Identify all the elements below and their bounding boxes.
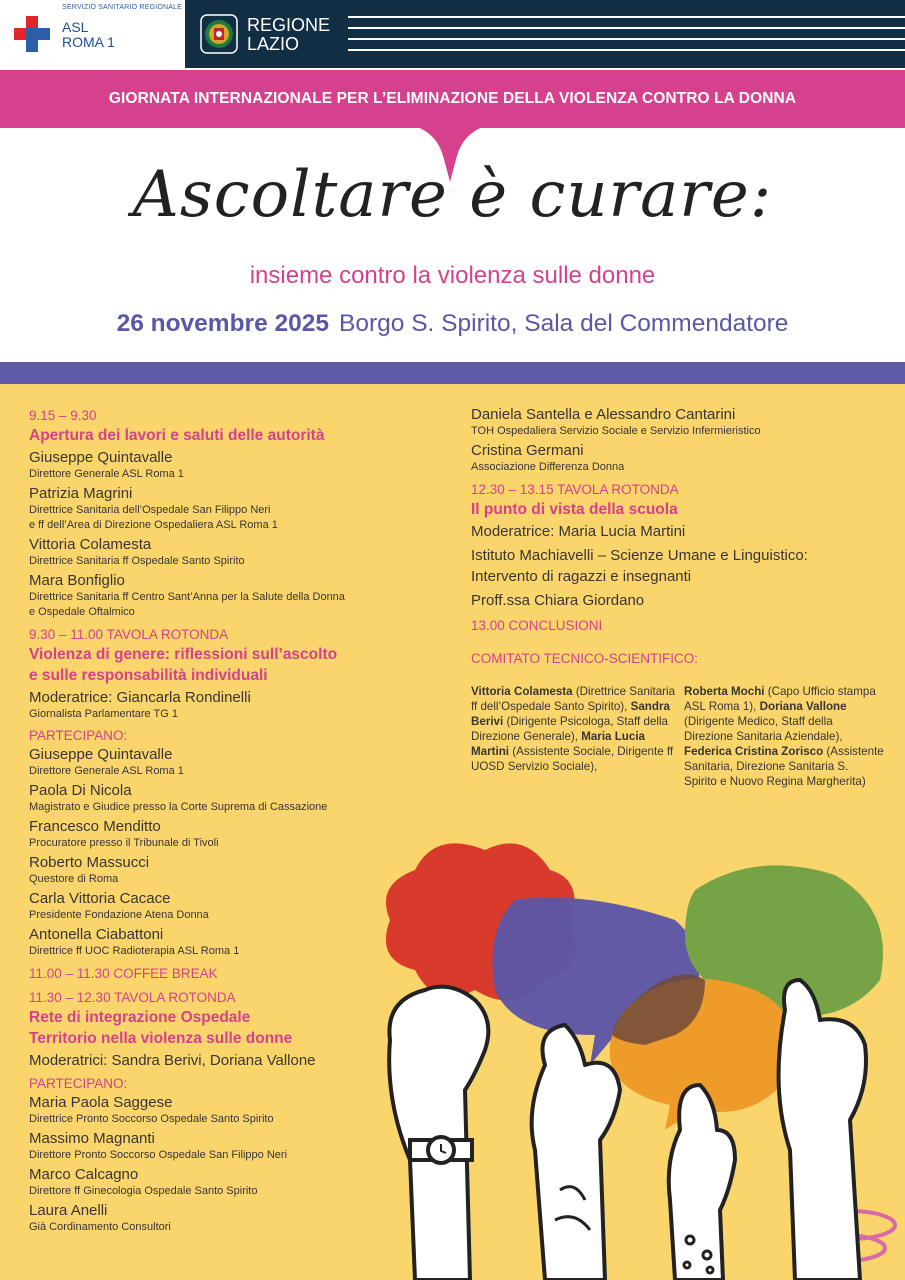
asl-service-label: SERVIZIO SANITARIO REGIONALE	[62, 4, 183, 11]
school-name: Istituto Machiavelli – Scienze Umane e Linguistico:	[471, 547, 808, 564]
moderator-role: Giornalista Parlamentare TG 1	[29, 708, 178, 720]
committee-role: (Assistente Sanitaria, Direzione Sanitaria S. Spirito e Nuovo Regina Margherita)	[684, 745, 884, 788]
session-title-line: Territorio nella violenza sulle donne	[29, 1030, 293, 1047]
speaker-name: Vittoria Colamesta	[29, 536, 152, 553]
program-left-column	[29, 408, 429, 1235]
speaker-name: Marco Calcagno	[29, 1166, 139, 1183]
hand-center	[532, 1025, 620, 1280]
moderator-name: Moderatrici: Sandra Berivi, Doriana Vallone	[29, 1052, 316, 1069]
session-title: Il punto di vista della scuola	[471, 501, 678, 518]
speaker-name: Carla Vittoria Cacace	[29, 890, 171, 907]
speaker-name: Antonella Ciabattoni	[29, 926, 164, 943]
session-time: 9.30 – 11.00 TAVOLA ROTONDA	[29, 627, 229, 642]
speaker-name: Giuseppe Quintavalle	[29, 449, 173, 466]
committee-col-right	[684, 684, 884, 789]
speaker-name: Cristina Germani	[471, 442, 584, 459]
moderator-name: Moderatrice: Maria Lucia Martini	[471, 523, 686, 540]
committee-member: Sandra Berivi	[471, 700, 670, 728]
session-time: 9.15 – 9.30	[29, 408, 97, 423]
session-time: 11.30 – 12.30 TAVOLA ROTONDA	[29, 990, 236, 1005]
moderator-name: Moderatrice: Giancarla Rondinelli	[29, 689, 251, 706]
speaker-role: Direttore Generale ASL Roma 1	[29, 765, 184, 777]
committee-member: Roberta Mochi	[684, 685, 765, 698]
session-title	[29, 1007, 429, 1049]
committee-role: (Capo Ufficio stampa ASL Roma 1),	[684, 685, 876, 713]
header-bar	[0, 0, 905, 68]
session-title-line: Rete di integrazione Ospedale	[29, 1009, 251, 1026]
speaker-role: Direttrice Sanitaria ff Centro Sant’Anna per la Salute della Donna	[29, 591, 345, 603]
session-title-line: Violenza di genere: riflessioni sull’ascolto	[29, 646, 338, 663]
speaker-role: e Ospedale Oftalmico	[29, 606, 135, 618]
speaker-name: Massimo Magnanti	[29, 1130, 155, 1147]
regione-line1: REGIONE	[247, 15, 331, 35]
asl-line2: ROMA 1	[62, 34, 115, 50]
session-title: Apertura dei lavori e saluti delle autorità	[29, 427, 325, 444]
session-title	[29, 644, 429, 686]
participants-label: PARTECIPANO:	[29, 728, 128, 743]
committee-member: Federica Cristina Zorisco	[684, 745, 824, 758]
speaker-name: Giuseppe Quintavalle	[29, 746, 173, 763]
session-time: 12.30 – 13.15 TAVOLA ROTONDA	[471, 482, 679, 497]
regione-emblem-icon	[200, 14, 238, 54]
date-venue-line	[0, 310, 905, 338]
speaker-role: Presidente Fondazione Atena Donna	[29, 909, 209, 921]
committee-title: COMITATO TECNICO-SCIENTIFICO:	[471, 651, 699, 666]
committee-col-left	[471, 684, 676, 774]
speaker-name: Roberto Massucci	[29, 854, 150, 871]
speaker-role: Direttore Pronto Soccorso Ospedale San Filippo Neri	[29, 1149, 288, 1161]
event-subtitle: insieme contro la violenza sulle donne	[249, 262, 656, 289]
speaker-role: Direttrice ff UOC Radioterapia ASL Roma 1	[29, 945, 240, 957]
committee-role: (Dirigente Medico, Staff della Direzione Sanitaria Aziendale),	[684, 715, 843, 743]
hand-small	[669, 1085, 735, 1280]
program-right-column	[471, 406, 891, 666]
speaker-role: Procuratore presso il Tribunale di Tivoli	[29, 837, 219, 849]
participants-label: PARTECIPANO:	[29, 1076, 128, 1091]
committee-member: Maria Lucia Martini	[471, 730, 645, 758]
speaker-role: Direttrice Sanitaria dell’Ospedale San Filippo Neri	[29, 504, 271, 516]
speaker-role: Questore di Roma	[29, 873, 119, 885]
event-title: Ascoltare è curare:	[132, 158, 773, 232]
speaker-role: Direttrice Pronto Soccorso Ospedale Santo Spirito	[29, 1113, 274, 1125]
committee-role: (Dirigente Psicologa, Staff della Direzione Generale),	[471, 715, 668, 743]
hand-right	[779, 980, 866, 1280]
speaker-name: Paola Di Nicola	[29, 782, 132, 799]
asl-cross-icon	[14, 16, 50, 52]
speaker-role: Direttore Generale ASL Roma 1	[29, 468, 184, 480]
speaker-role: Magistrato e Giudice presso la Corte Suprema di Cassazione	[29, 801, 328, 813]
speaker-role: Associazione Differenza Donna	[471, 461, 625, 473]
regione-line2: LAZIO	[247, 34, 300, 54]
asl-line1: ASL	[62, 19, 89, 35]
purple-divider	[0, 362, 905, 384]
header-stripes	[348, 14, 905, 54]
event-venue: Borgo S. Spirito, Sala del Commendatore	[339, 310, 789, 337]
banner-title: GIORNATA INTERNAZIONALE PER L’ELIMINAZIONE DELLA VIOLENZA CONTRO LA DONNA	[108, 90, 797, 107]
speaker-role: TOH Ospedaliera Servizio Sociale e Servizio Infermieristico	[471, 425, 761, 437]
school-intervention: Intervento di ragazzi e insegnanti	[471, 568, 692, 585]
speaker-role: Già Cordinamento Consultori	[29, 1221, 171, 1233]
professor-name: Proff.ssa Chiara Giordano	[471, 592, 645, 609]
asl-name	[62, 20, 115, 50]
committee-member: Vittoria Colamesta	[471, 685, 573, 698]
event-date: 26 novembre 2025	[116, 310, 330, 337]
committee-role: (Assistente Sociale, Dirigente ff UOSD Servizio Sociale),	[471, 745, 674, 773]
conclusions: 13.00 CONCLUSIONI	[471, 618, 603, 633]
hands-speech-bubbles-illustration	[375, 830, 905, 1280]
speaker-name: Patrizia Magrini	[29, 485, 133, 502]
speaker-name: Daniela Santella e Alessandro Cantarini	[471, 406, 736, 423]
speaker-role: e ff dell’Area di Direzione Ospedaliera ASL Roma 1	[29, 519, 278, 531]
speaker-role: Direttore ff Ginecologia Ospedale Santo Spirito	[29, 1185, 258, 1197]
session-title-line: e sulle responsabilità individuali	[29, 667, 268, 684]
hand-left	[389, 987, 488, 1280]
speaker-role: Direttrice Sanitaria ff Ospedale Santo Spirito	[29, 555, 245, 567]
speaker-name: Mara Bonfiglio	[29, 572, 125, 589]
asl-logo-area	[0, 0, 185, 68]
committee-member: Doriana Vallone	[759, 700, 847, 713]
coffee-break: 11.00 – 11.30 COFFEE BREAK	[29, 966, 218, 981]
speaker-name: Francesco Menditto	[29, 818, 161, 835]
committee-role: (Direttrice Sanitaria ff dell’Ospedale Santo Spirito),	[471, 685, 676, 713]
regione-name	[247, 16, 330, 54]
speaker-name: Maria Paola Saggese	[29, 1094, 173, 1111]
speaker-name: Laura Anelli	[29, 1202, 108, 1219]
